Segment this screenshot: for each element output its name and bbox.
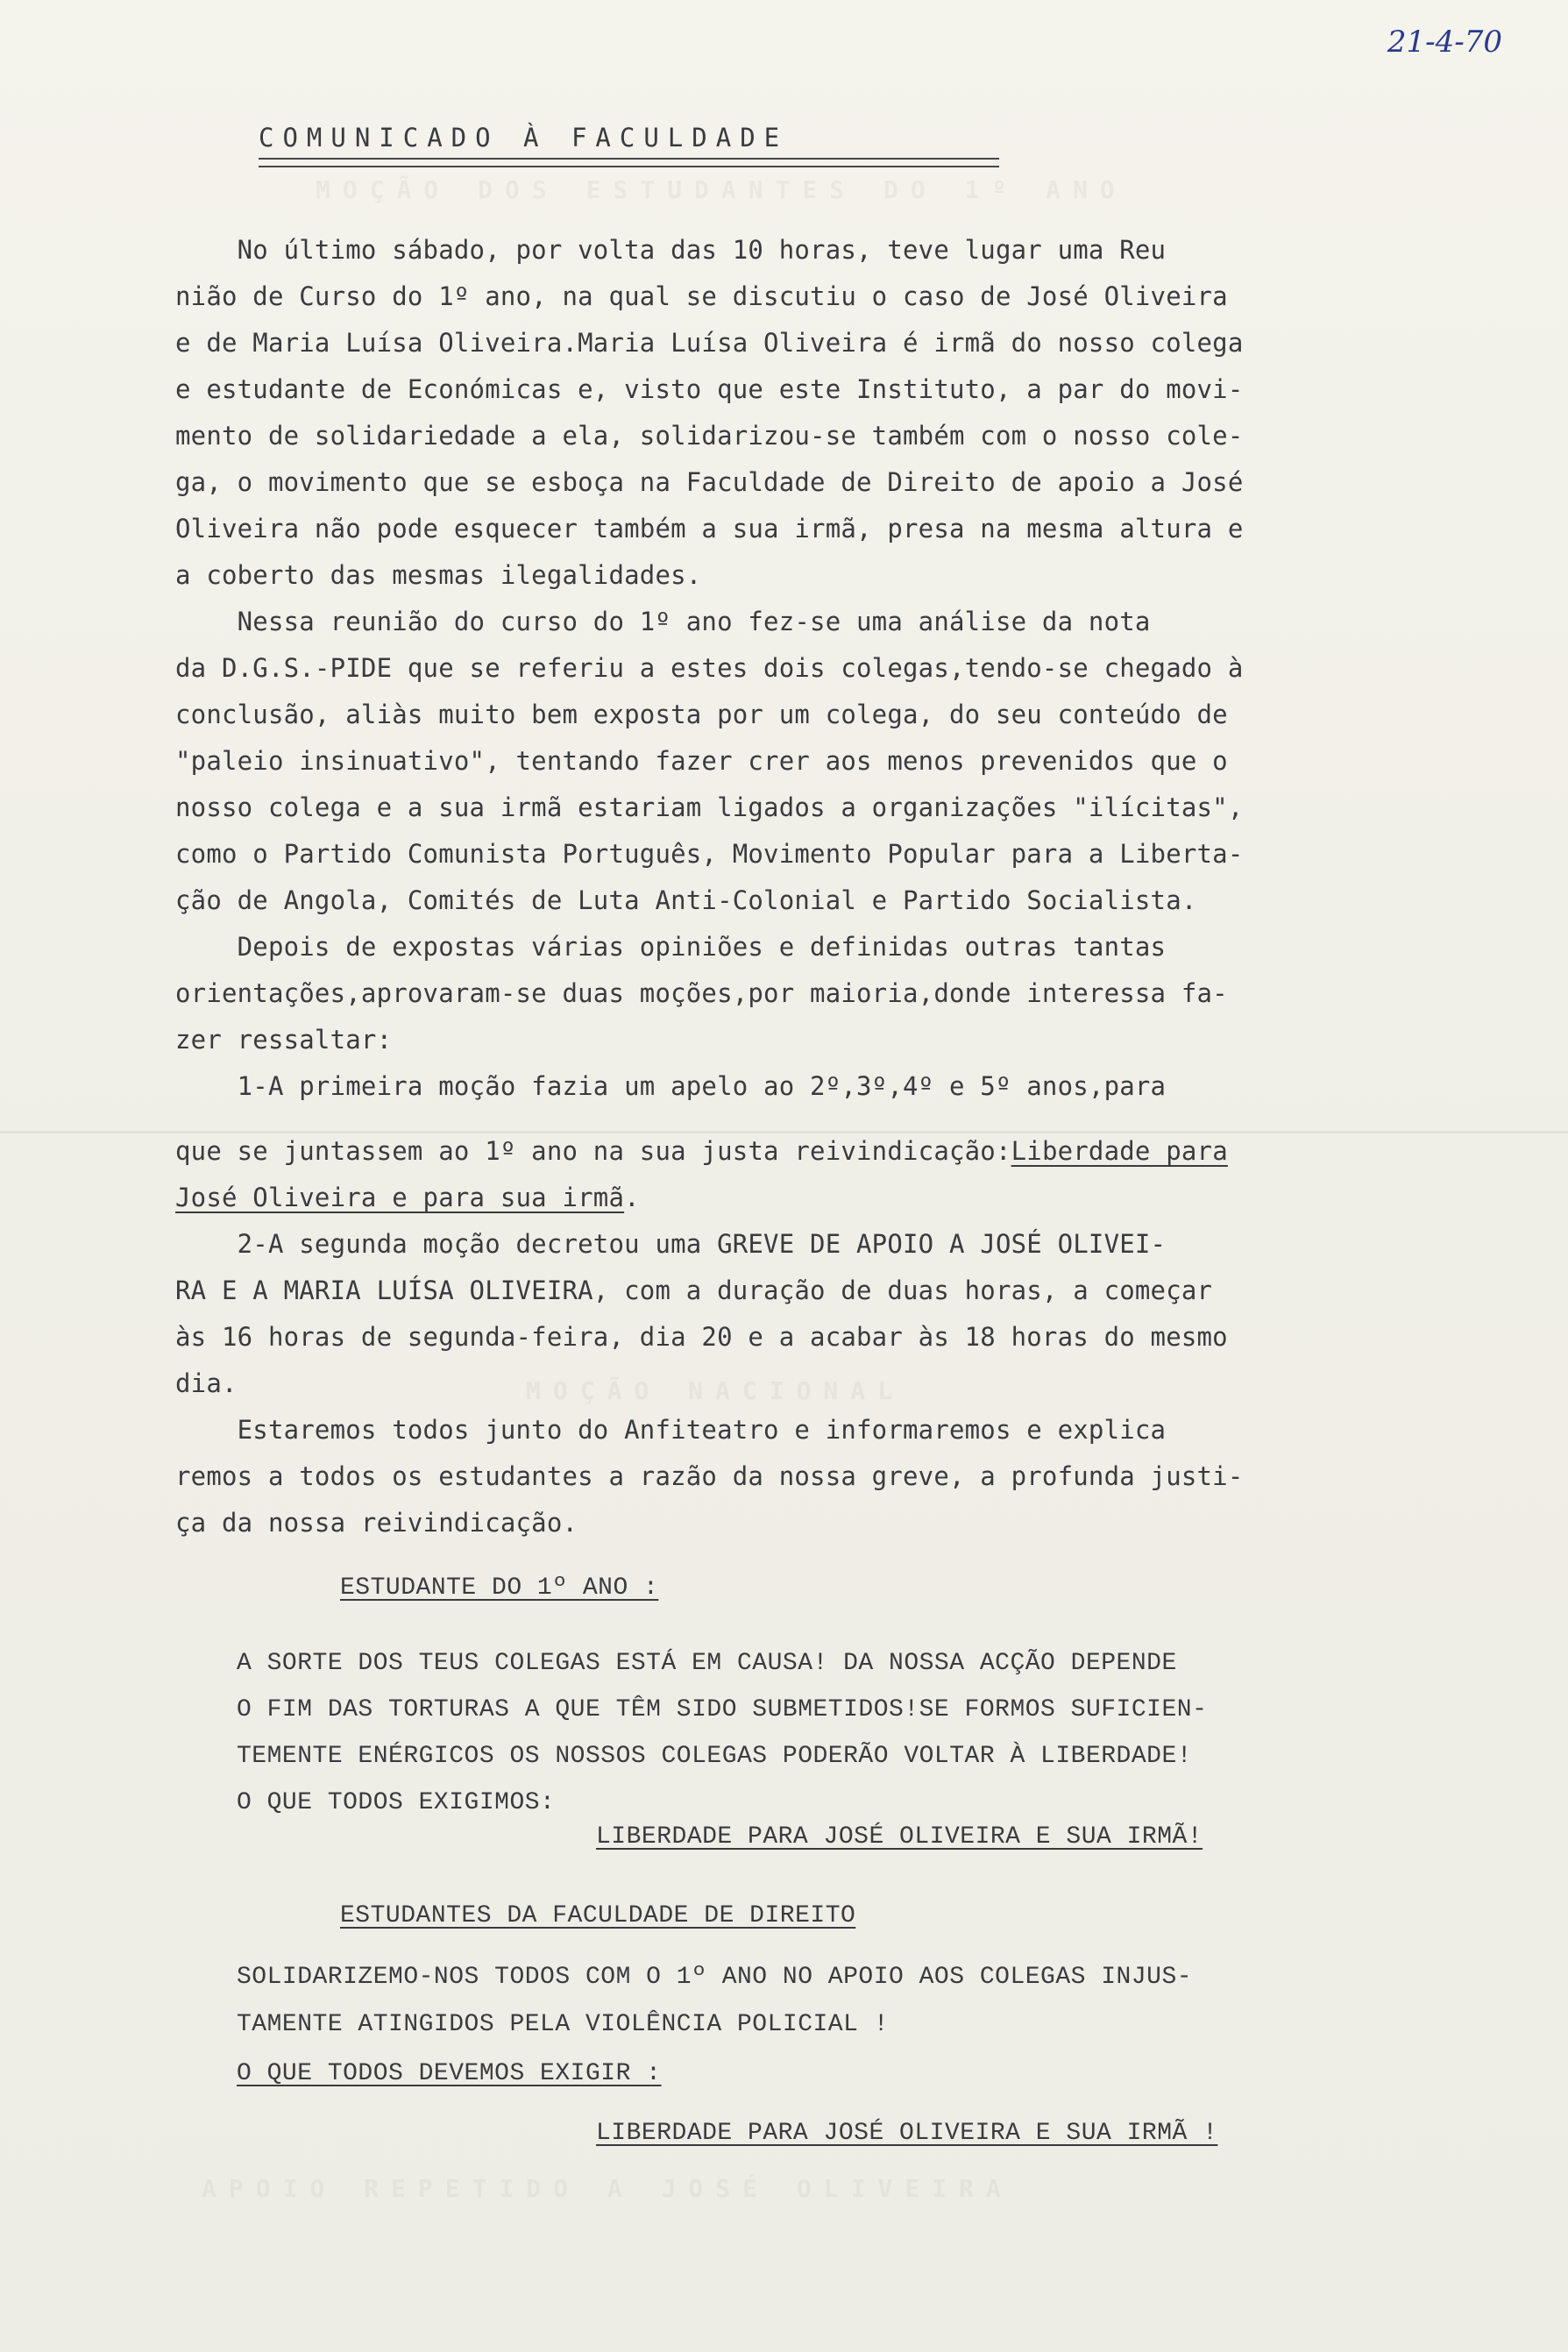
body-line: 1-A primeira moção fazia um apelo ao 2º,3º,4º e 5º anos,para bbox=[175, 1071, 1167, 1101]
body-line: conclusão, aliàs muito bem exposta por um colega, do seu conteúdo de bbox=[175, 700, 1228, 729]
body-line bbox=[175, 1136, 1228, 1166]
caps-line: O FIM DAS TORTURAS A QUE TÊM SIDO SUBMETIDOS!SE FORMOS SUFICIEN- bbox=[237, 1696, 1208, 1723]
show-through-text: MOÇÃO NACIONAL bbox=[526, 1376, 905, 1405]
body-line: zer ressaltar: bbox=[175, 1025, 393, 1055]
slogan: LIBERDADE PARA JOSÉ OLIVEIRA E SUA IRMÃ! bbox=[596, 1823, 1203, 1851]
body-line: Depois de expostas várias opiniões e definidas outras tantas bbox=[175, 932, 1167, 962]
body-line: como o Partido Comunista Português, Movimento Popular para a Liberta- bbox=[175, 839, 1244, 869]
caps-line: TEMENTE ENÉRGICOS OS NOSSOS COLEGAS PODERÃO VOLTAR À LIBERDADE! bbox=[237, 1743, 1193, 1770]
caps-line: A SORTE DOS TEUS COLEGAS ESTÁ EM CAUSA! DA NOSSA ACÇÃO DEPENDE bbox=[237, 1650, 1177, 1677]
underlined-demand: José Oliveira e para sua irmã bbox=[175, 1183, 625, 1212]
body-line: Estaremos todos junto do Anfiteatro e informaremos e explica bbox=[175, 1415, 1167, 1445]
section-heading-first-year: ESTUDANTE DO 1º ANO : bbox=[340, 1574, 659, 1602]
paper-fold bbox=[0, 1131, 1568, 1133]
show-through-text: APOIO REPETIDO A JOSÉ OLIVEIRA bbox=[202, 2174, 1013, 2203]
body-line: remos a todos os estudantes a razão da nossa greve, a profunda justi- bbox=[175, 1461, 1244, 1491]
demand-end: . bbox=[624, 1183, 640, 1212]
caps-line: TAMENTE ATINGIDOS PELA VIOLÊNCIA POLICIAL ! bbox=[237, 2011, 890, 2038]
body-line: ga, o movimento que se esboça na Faculdade de Direito de apoio a José bbox=[175, 467, 1244, 497]
body-line: 2-A segunda moção decretou uma GREVE DE APOIO A JOSÉ OLIVEI- bbox=[175, 1229, 1167, 1259]
body-line: RA E A MARIA LUÍSA OLIVEIRA, com a duração de duas horas, a começar bbox=[175, 1275, 1213, 1305]
body-line: e estudante de Económicas e, visto que este Instituto, a par do movi- bbox=[175, 374, 1244, 404]
body-line bbox=[175, 1183, 640, 1212]
page-title: COMUNICADO À FACULDADE bbox=[259, 123, 789, 153]
body-line: às 16 horas de segunda-feira, dia 20 e a acabar às 18 horas do mesmo bbox=[175, 1322, 1228, 1352]
show-through-text: MOÇÃO DOS ESTUDANTES DO 1º ANO bbox=[316, 175, 1127, 204]
body-line: da D.G.S.-PIDE que se referiu a estes dois colegas,tendo-se chegado à bbox=[175, 653, 1244, 683]
caps-line: SOLIDARIZEMO-NOS TODOS COM O 1º ANO NO APOIO AOS COLEGAS INJUS- bbox=[237, 1964, 1193, 1991]
body-line: No último sábado, por volta das 10 horas, teve lugar uma Reu bbox=[175, 235, 1167, 265]
section-heading-faculty: ESTUDANTES DA FACULDADE DE DIREITO bbox=[340, 1902, 856, 1929]
body-line: a coberto das mesmas ilegalidades. bbox=[175, 560, 702, 590]
title-double-underline bbox=[259, 158, 999, 167]
body-line: orientações,aprovaram-se duas moções,por maioria,donde interessa fa- bbox=[175, 978, 1228, 1008]
body-line: dia. bbox=[175, 1368, 238, 1398]
body-line: ção de Angola, Comités de Luta Anti-Colonial e Partido Socialista. bbox=[175, 885, 1197, 915]
body-line: nosso colega e a sua irmã estariam ligados a organizações "ilícitas", bbox=[175, 792, 1244, 822]
handwritten-date: 21-4-70 bbox=[1387, 25, 1502, 60]
body-line: "paleio insinuativo", tentando fazer crer aos menos prevenidos que o bbox=[175, 746, 1228, 776]
demand-heading: O QUE TODOS DEVEMOS EXIGIR : bbox=[237, 2060, 662, 2087]
body-line: Oliveira não pode esquecer também a sua irmã, presa na mesma altura e bbox=[175, 514, 1244, 544]
body-line: nião de Curso do 1º ano, na qual se discutiu o caso de José Oliveira bbox=[175, 281, 1228, 311]
slogan: LIBERDADE PARA JOSÉ OLIVEIRA E SUA IRMÃ ! bbox=[596, 2120, 1218, 2147]
underlined-demand: Liberdade para bbox=[1011, 1136, 1228, 1166]
body-line: mento de solidariedade a ela, solidarizou-se também com o nosso cole- bbox=[175, 421, 1244, 451]
body-line-text: que se juntassem ao 1º ano na sua justa reivindicação: bbox=[175, 1136, 1011, 1166]
caps-line: O QUE TODOS EXIGIMOS: bbox=[237, 1789, 556, 1816]
body-line: e de Maria Luísa Oliveira.Maria Luísa Oliveira é irmã do nosso colega bbox=[175, 328, 1244, 358]
body-line: Nessa reunião do curso do 1º ano fez-se uma análise da nota bbox=[175, 607, 1151, 636]
body-line: ça da nossa reivindicação. bbox=[175, 1508, 578, 1538]
